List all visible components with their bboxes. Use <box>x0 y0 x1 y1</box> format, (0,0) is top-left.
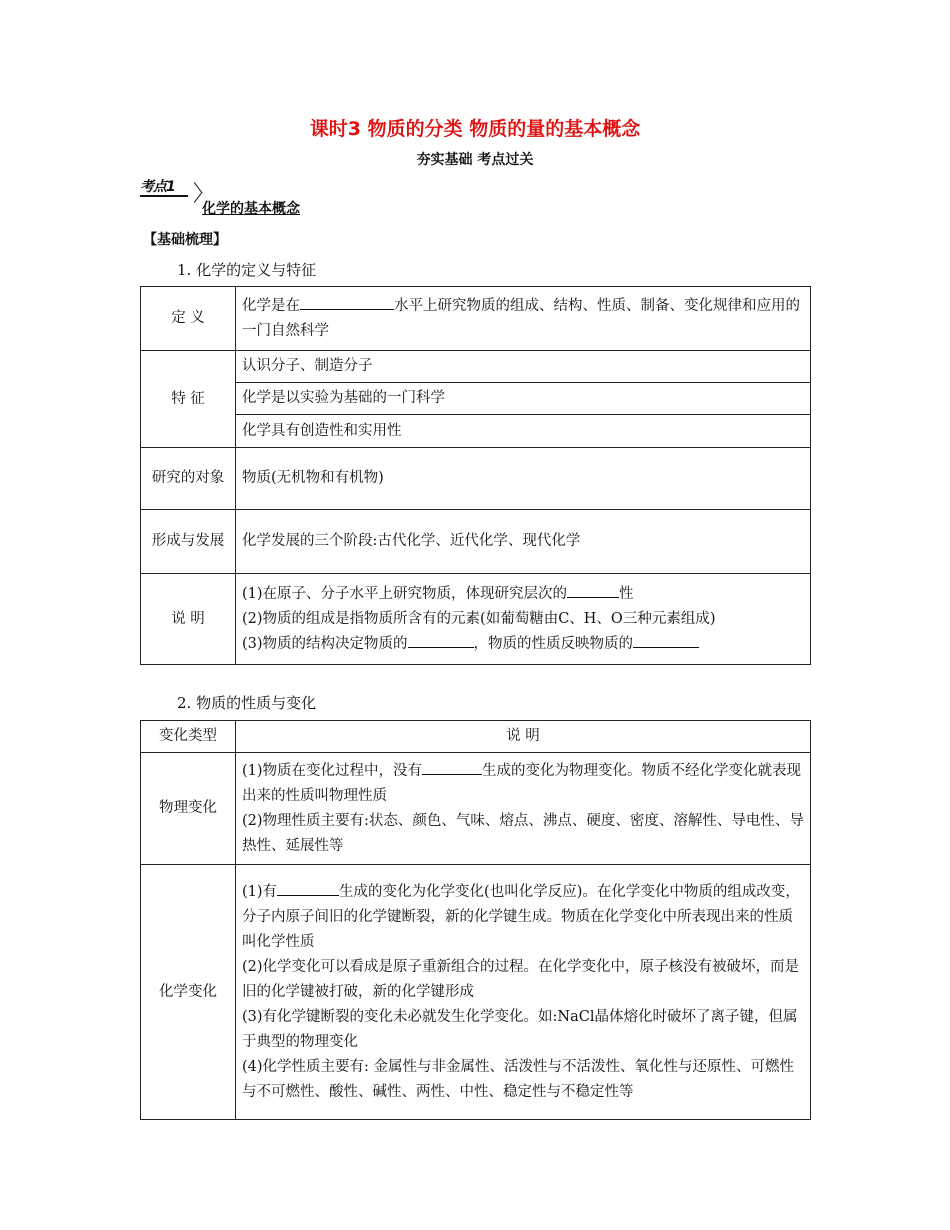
table-row <box>141 448 811 510</box>
paragraph: (3)有化学键断裂的变化未必就发生化学变化。如:NaCl晶体熔化时破坏了离子键，但属于典型的物理变化 <box>242 1008 798 1050</box>
fill-blank <box>300 295 394 310</box>
fill-blank <box>567 583 619 598</box>
arrow-icon <box>187 182 203 203</box>
text: 生成的变化为化学变化(也叫化学反应)。在化学变化中物质的组成改变，分子内原子间旧的化学键断裂，新的化学键生成。物质在化学变化中所表现出来的性质叫化学性质 <box>242 883 800 950</box>
kaodian-badge: 考点1 <box>140 179 175 195</box>
text: (3)物质的结构决定物质的 <box>242 635 408 652</box>
feature-cell: 化学是以实验为基础的一门科学 <box>236 383 811 415</box>
row-label: 物理变化 <box>141 753 236 865</box>
note-line <box>242 632 804 657</box>
text: ，物质的性质反映物质的 <box>473 635 634 652</box>
text: (1)物质在变化过程中，没有 <box>242 762 423 779</box>
chemical-cell <box>236 865 811 1120</box>
paragraph: (2)化学变化可以看成是原子重新组合的过程。在化学变化中，原子核没有被破坏，而是旧的化学键被打破，新的化学键形成 <box>242 958 800 1000</box>
row-label: 说 明 <box>141 574 236 665</box>
definition-table <box>140 286 811 665</box>
paragraph: (2)物理性质主要有:状态、颜色、气味、熔点、沸点、硬度、密度、溶解性、导电性、导热性、延展性等 <box>242 812 804 854</box>
text: (1)在原子、分子水平上研究物质，体现研究层次的 <box>242 585 568 602</box>
table-row <box>141 510 811 574</box>
kaodian-underline <box>140 195 188 197</box>
paragraph: (4)化学性质主要有: 金属性与非金属性、活泼性与不活泼性、氧化性与还原性、可燃性与不可燃性、酸性、碱性、两性、中性、稳定性与不稳定性等 <box>242 1058 795 1100</box>
paragraph <box>242 880 804 955</box>
table-row <box>141 574 811 665</box>
kaodian-title: 化学的基本概念 <box>202 201 300 217</box>
column-header: 变化类型 <box>141 721 236 753</box>
notes-cell <box>236 574 811 665</box>
row-label: 研究的对象 <box>141 448 236 510</box>
feature-cell: 化学具有创造性和实用性 <box>236 415 811 448</box>
table-row <box>141 753 811 865</box>
change-table <box>140 720 811 1120</box>
row-label: 形成与发展 <box>141 510 236 574</box>
column-header: 说 明 <box>236 721 811 753</box>
fill-blank <box>408 633 474 648</box>
row-label: 特 征 <box>141 351 236 448</box>
text: 性 <box>619 585 634 602</box>
object-cell: 物质(无机物和有机物) <box>236 448 811 510</box>
kaodian-marker <box>140 176 340 216</box>
table-header-row <box>141 721 811 753</box>
page-title: 课时3 物质的分类 物质的量的基本概念 <box>309 118 641 140</box>
text: 生成的变化为物理变化。物质不经化学变化就表现出来的性质叫物理性质 <box>242 762 802 804</box>
table2-heading: 2. 物质的性质与变化 <box>177 694 317 712</box>
table-row <box>141 415 811 448</box>
fill-blank <box>633 633 699 648</box>
fill-blank <box>422 760 482 775</box>
section-label: 【基础梳理】 <box>143 232 227 248</box>
table-row <box>141 383 811 415</box>
note-line <box>242 582 804 607</box>
table-row <box>141 351 811 383</box>
feature-cell: 认识分子、制造分子 <box>236 351 811 383</box>
development-cell: 化学发展的三个阶段:古代化学、近代化学、现代化学 <box>236 510 811 574</box>
text: 水平上研究物质的组成、结构、性质、制备、变化规律和应用的一门自然科学 <box>242 297 800 339</box>
text: 化学是在 <box>242 297 300 314</box>
table-row <box>141 287 811 351</box>
table-row <box>141 865 811 1120</box>
note-line: (2)物质的组成是指物质所含有的元素(如葡萄糖由C、H、O三种元素组成) <box>242 610 716 627</box>
paragraph <box>242 759 804 809</box>
table1-heading: 1. 化学的定义与特征 <box>177 261 317 279</box>
fill-blank <box>277 881 339 896</box>
physical-cell <box>236 753 811 865</box>
row-label: 化学变化 <box>141 865 236 1120</box>
row-label: 定 义 <box>141 287 236 351</box>
page-subtitle: 夯实基础 考点过关 <box>416 152 534 168</box>
text: (1)有 <box>242 883 278 900</box>
definition-cell <box>236 287 811 351</box>
